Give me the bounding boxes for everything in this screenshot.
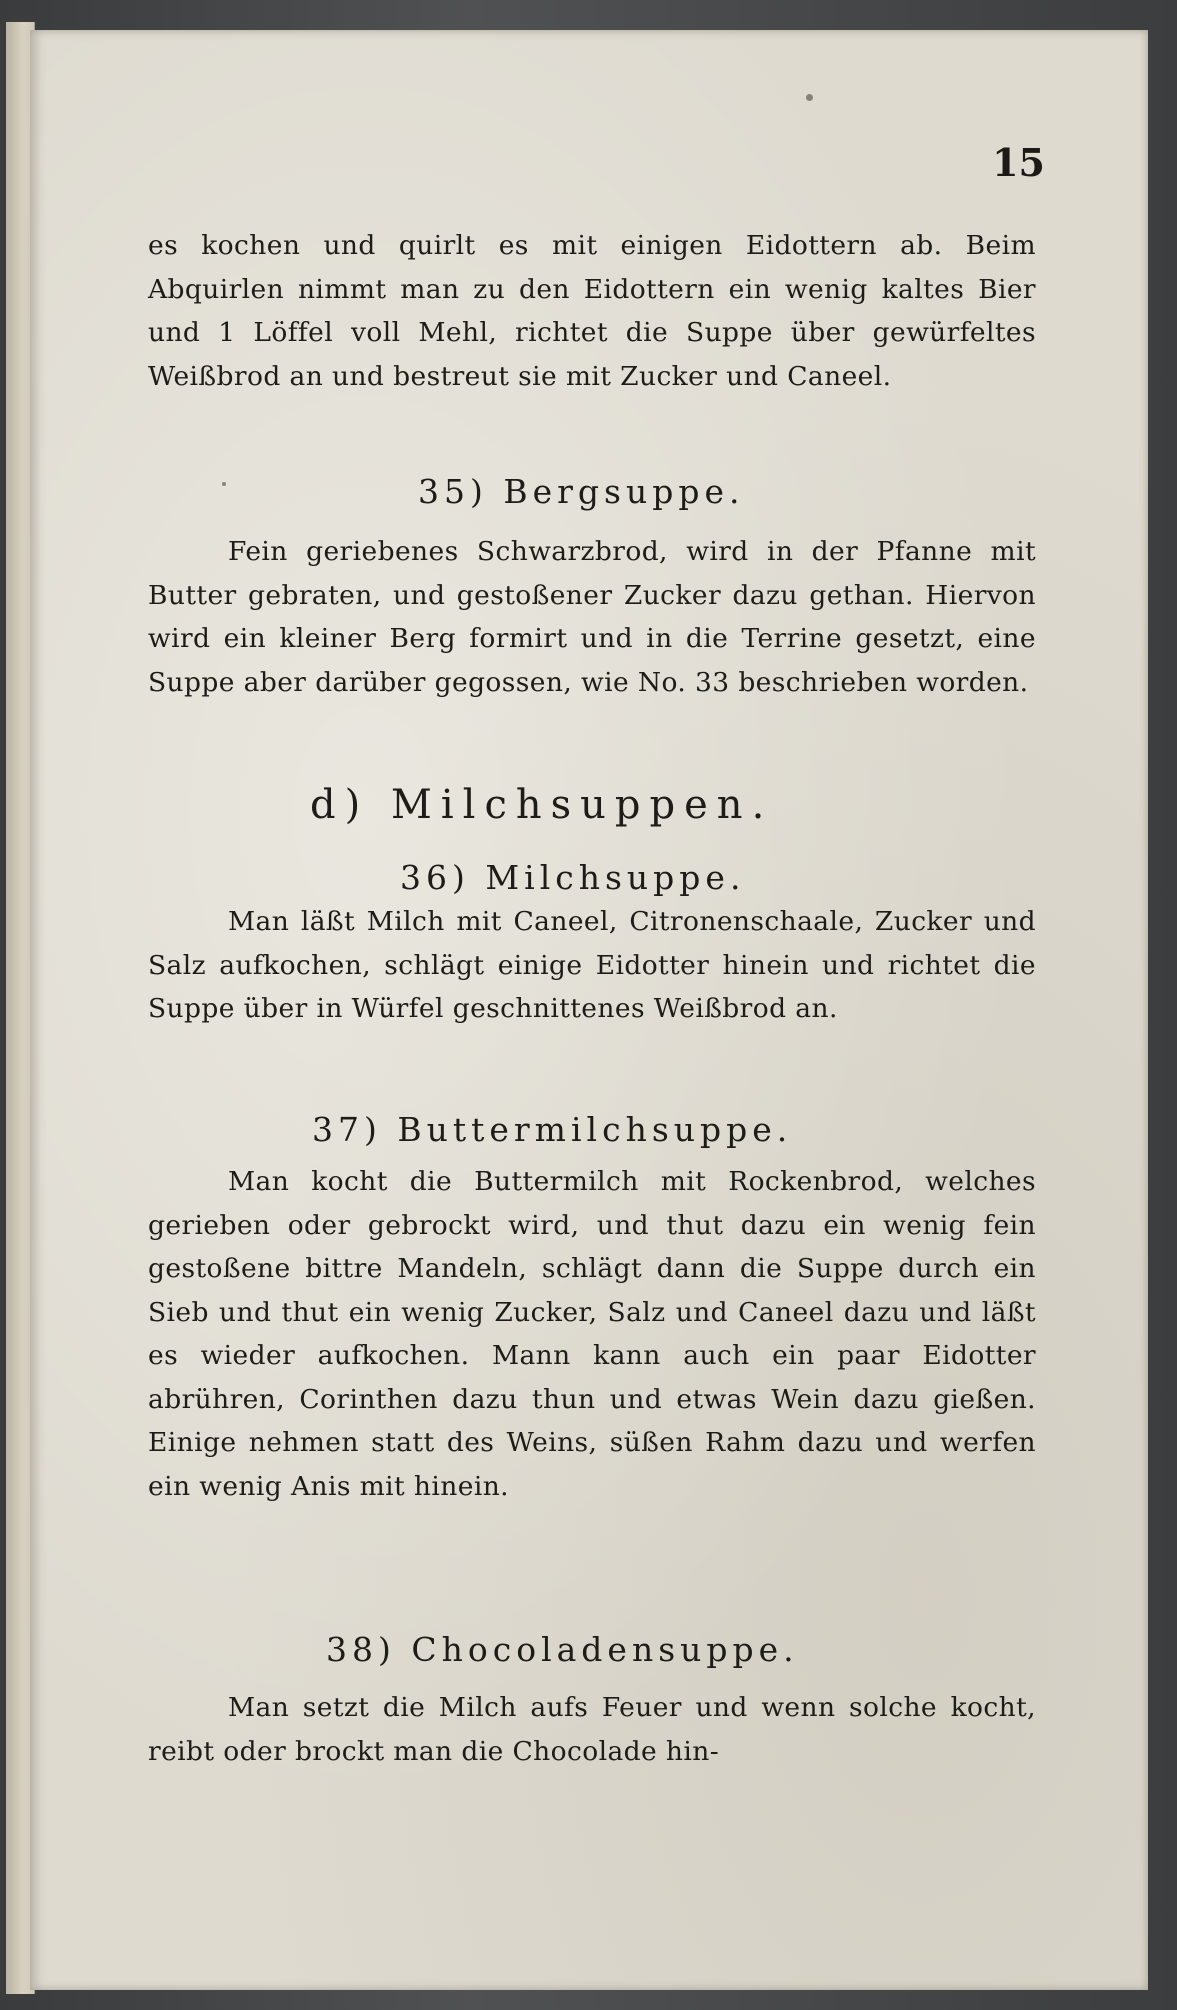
paragraph-milchsuppe: Man läßt Milch mit Caneel, Citronenschaale, Zucker und Salz aufkochen, schlägt einige Eidotter hinein und richtet die Suppe über in Würfel geschnittenes Weißbrod an. xyxy=(148,906,1036,1024)
recipe-heading-buttermilchsuppe: 37) Buttermilchsuppe. xyxy=(312,1110,793,1149)
paragraph-continuation: es kochen und quirlt es mit einigen Eidottern ab. Beim Abquirlen nimmt man zu den Eidottern ein wenig kaltes Bier und 1 Löffel voll Mehl, richtet die Suppe über gewürfeltes Weißbrod an und bestreut sie mit Zucker und Caneel. xyxy=(148,230,1036,392)
recipe-heading-milchsuppe: 36) Milchsuppe. xyxy=(400,858,746,897)
paragraph-buttermilchsuppe: Man kocht die Buttermilch mit Rockenbrod, welches gerieben oder gebrockt wird, und thut dazu ein wenig fein gestoßene bittre Mandeln, schlägt dann die Suppe durch ein Sieb und thut ein wenig Zucker, Salz und Caneel dazu und läßt es wieder aufkochen. Mann kann auch ein paar Eidotter abrühren, Corinthen dazu thun und etwas Wein dazu gießen. Einige nehmen statt des Weins, süßen Rahm dazu und werfen ein wenig Anis mit hinein. xyxy=(148,1166,1036,1502)
page-number: 15 xyxy=(992,140,1045,185)
paragraph-chocoladensuppe: Man setzt die Milch aufs Feuer und wenn solche kocht, reibt oder brockt man die Chocolade hin- xyxy=(148,1692,1036,1767)
recipe-heading-bergsuppe: 35) Bergsuppe. xyxy=(418,472,745,511)
recipe-heading-chocoladensuppe: 38) Chocoladensuppe. xyxy=(326,1630,799,1669)
paragraph-bergsuppe: Fein geriebenes Schwarzbrod, wird in der Pfanne mit Butter gebraten, und gestoßener Zucker dazu gethan. Hiervon wird ein kleiner Berg formirt und in die Terrine gesetzt, eine Suppe aber darüber gegossen, wie No. 33 beschrieben worden. xyxy=(148,536,1036,698)
ink-spot xyxy=(806,94,813,101)
ink-spot xyxy=(222,482,226,486)
section-heading-milchsuppen: d) Milchsuppen. xyxy=(310,782,774,828)
